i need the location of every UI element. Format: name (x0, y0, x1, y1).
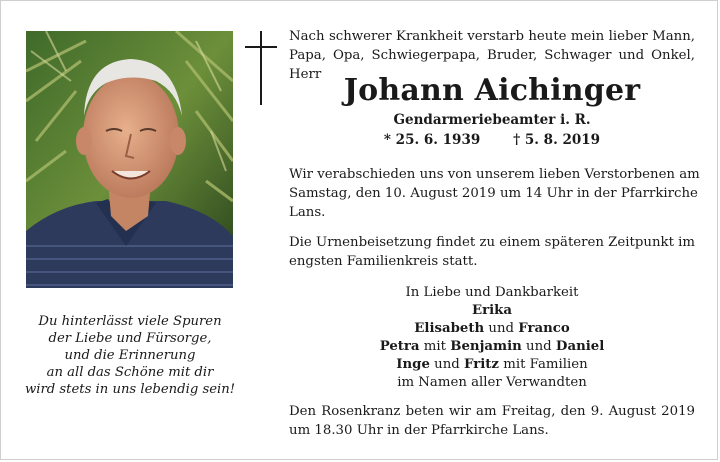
mourner-name: Franco (518, 321, 570, 336)
mourner-name: Daniel (555, 339, 605, 354)
mourner-name: Inge (396, 357, 430, 372)
farewell-line: Samstag, den 10. August 2019 um 14 Uhr in der Pfarrkirche (289, 186, 698, 201)
deceased-occupation: Gendarmeriebeamter i. R. (393, 112, 591, 128)
quote-line: an all das Schöne mit dir (46, 365, 214, 380)
urn-paragraph (289, 233, 695, 271)
mourner-name: Benjamin (450, 339, 522, 354)
mourner-connector: mit (419, 339, 451, 354)
intro-line: Papa, Opa, Schwiegerpapa, Bruder, Schwager und Onkel, Herr (289, 48, 695, 82)
mourner-connector: und (484, 321, 519, 336)
quote-line: Du hinterlässt viele Spuren (38, 314, 222, 329)
intro-line: Nach schwerer Krankheit verstarb heute mein lieber Mann, (289, 29, 695, 44)
mourner-connector: mit Familien (499, 357, 588, 372)
mourners-heading: In Liebe und Dankbarkeit (405, 285, 579, 300)
mourner-row (289, 338, 695, 356)
life-dates: * 25. 6. 1939 † 5. 8. 2019 (383, 132, 601, 148)
rosary-line: um 18.30 Uhr in der Pfarrkirche Lans. (289, 423, 549, 438)
memorial-quote (21, 313, 239, 398)
mourner-connector: und (521, 339, 556, 354)
rosary-paragraph (289, 402, 695, 440)
portrait-photo (26, 31, 233, 288)
rosary-line: Den Rosenkranz beten wir am Freitag, den 9. August 2019 (289, 404, 695, 419)
mourners-list (289, 284, 695, 392)
latin-cross-icon (245, 31, 277, 105)
mourner-name: Petra (379, 339, 420, 354)
mourner-connector: und (429, 357, 465, 372)
mourner-row (289, 356, 695, 374)
quote-line: und die Erinnerung (64, 348, 196, 363)
urn-line: Die Urnenbeisetzung findet zu einem späteren Zeitpunkt im (289, 235, 696, 250)
farewell-line: Wir verabschieden uns von unserem lieben Verstorbenen am (289, 167, 700, 182)
mourner-name: Elisabeth (414, 321, 485, 336)
mourners-footer: im Namen aller Verwandten (397, 375, 587, 390)
quote-line: wird stets in uns lebendig sein! (24, 382, 236, 397)
mourner-name: Erika (471, 303, 513, 318)
mourner-name: Fritz (464, 357, 499, 372)
farewell-paragraph (289, 165, 700, 222)
deceased-name: Johann Aichinger (343, 73, 641, 108)
mourner-row (289, 302, 695, 320)
quote-line: der Liebe und Fürsorge, (48, 331, 212, 346)
urn-line: engsten Familienkreis statt. (289, 254, 478, 269)
farewell-line: Lans. (289, 205, 326, 220)
mourner-row (289, 320, 695, 338)
